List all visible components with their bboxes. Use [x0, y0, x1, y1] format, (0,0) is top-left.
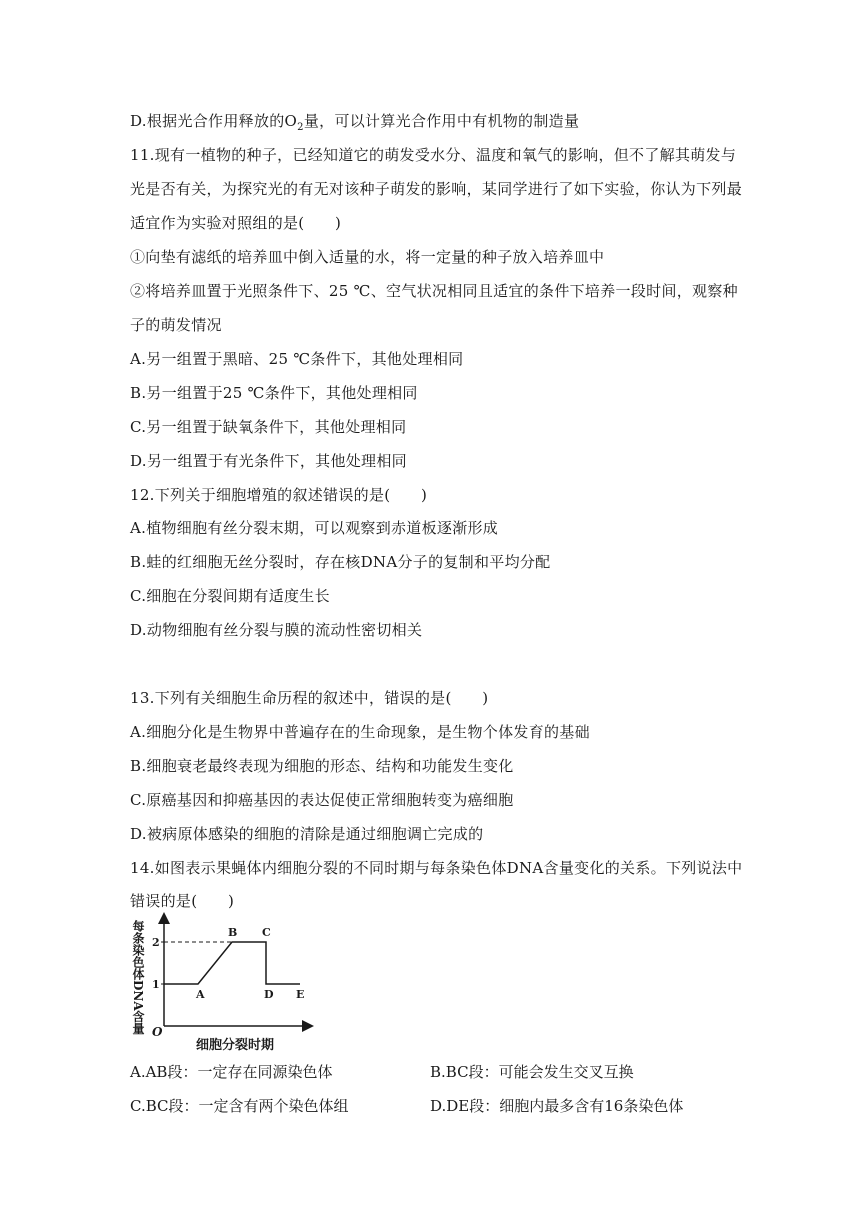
point-label-b: B: [228, 926, 238, 939]
q11-step-2-cont: 子的萌发情况: [130, 316, 222, 334]
q10-option-d: D.根据光合作用释放的$O_2$量，可以计算光合作用中有机物的制造量: [130, 112, 580, 133]
q12-option-a: A.植物细胞有丝分裂末期，可以观察到赤道板逐渐形成: [130, 519, 499, 537]
point-label-a: A: [196, 988, 205, 1001]
q12-stem: 12.下列关于细胞增殖的叙述错误的是( ): [130, 486, 428, 504]
q11-option-d: D.另一组置于有光条件下，其他处理相同: [130, 452, 407, 470]
q11-option-a: A.另一组置于黑暗、25 ℃条件下，其他处理相同: [130, 350, 464, 368]
q14-stem-line2: 错误的是( ): [130, 892, 235, 910]
series-line: [164, 942, 300, 984]
q11-option-c: C.另一组置于缺氧条件下，其他处理相同: [130, 418, 407, 436]
q14-option-a: A.AB段：一定存在同源染色体: [130, 1063, 333, 1081]
q14-option-b: B.BC段：可能会发生交叉互换: [430, 1063, 634, 1081]
q14-option-d: D.DE段：细胞内最多含有16条染色体: [430, 1097, 684, 1115]
y-tick-label-1: 1: [152, 978, 160, 991]
q13-option-c: C.原癌基因和抑癌基因的表达促使正常细胞转变为癌细胞: [130, 791, 514, 809]
q13-option-a: A.细胞分化是生物界中普遍存在的生命现象，是生物个体发育的基础: [130, 723, 590, 741]
q12-option-b: B.蛙的红细胞无丝分裂时，存在核DNA分子的复制和平均分配: [130, 553, 551, 571]
q11-stem-line3: 适宜作为实验对照组的是( ): [130, 214, 342, 232]
q12-option-d: D.动物细胞有丝分裂与膜的流动性密切相关: [130, 621, 423, 639]
point-label-d: D: [264, 988, 274, 1001]
dna-content-chart: [128, 912, 318, 1042]
x-axis-label: 细胞分裂时期: [196, 1038, 275, 1053]
q13-stem: 13.下列有关细胞生命历程的叙述中，错误的是( ): [130, 689, 489, 707]
point-label-c: C: [262, 926, 271, 939]
q11-option-b: B.另一组置于25 ℃条件下，其他处理相同: [130, 384, 418, 402]
q11-step-1: ①向垫有滤纸的培养皿中倒入适量的水，将一定量的种子放入培养皿中: [130, 248, 605, 266]
q11-step-2: ②将培养皿置于光照条件下、25 ℃、空气状况相同且适宜的条件下培养一段时间，观察种: [130, 282, 738, 300]
q14-option-c: C.BC段：一定含有两个染色体组: [130, 1097, 349, 1115]
q13-option-d: D.被病原体感染的细胞的清除是通过细胞调亡完成的: [130, 825, 484, 843]
chart-marks: [152, 926, 304, 1001]
y-tick-label-2: 2: [152, 936, 160, 949]
q11-stem-line2: 光是否有关，为探究光的有无对该种子萌发的影响，某同学进行了如下实验，你认为下列最: [130, 180, 743, 198]
point-label-e: E: [296, 988, 305, 1001]
q11-stem-line1: 11.现有一植物的种子，已经知道它的萌发受水分、温度和氧气的影响，但不了解其萌发与: [130, 146, 737, 164]
origin-label: O: [152, 1025, 163, 1039]
y-axis-label: 每条染色体DNA含量: [131, 920, 145, 1035]
q13-option-b: B.细胞衰老最终表现为细胞的形态、结构和功能发生变化: [130, 757, 514, 775]
q12-option-c: C.细胞在分裂间期有适度生长: [130, 587, 330, 605]
q14-stem-line1: 14.如图表示果蝇体内细胞分裂的不同时期与每条染色体DNA含量变化的关系。下列说法中: [130, 859, 743, 877]
